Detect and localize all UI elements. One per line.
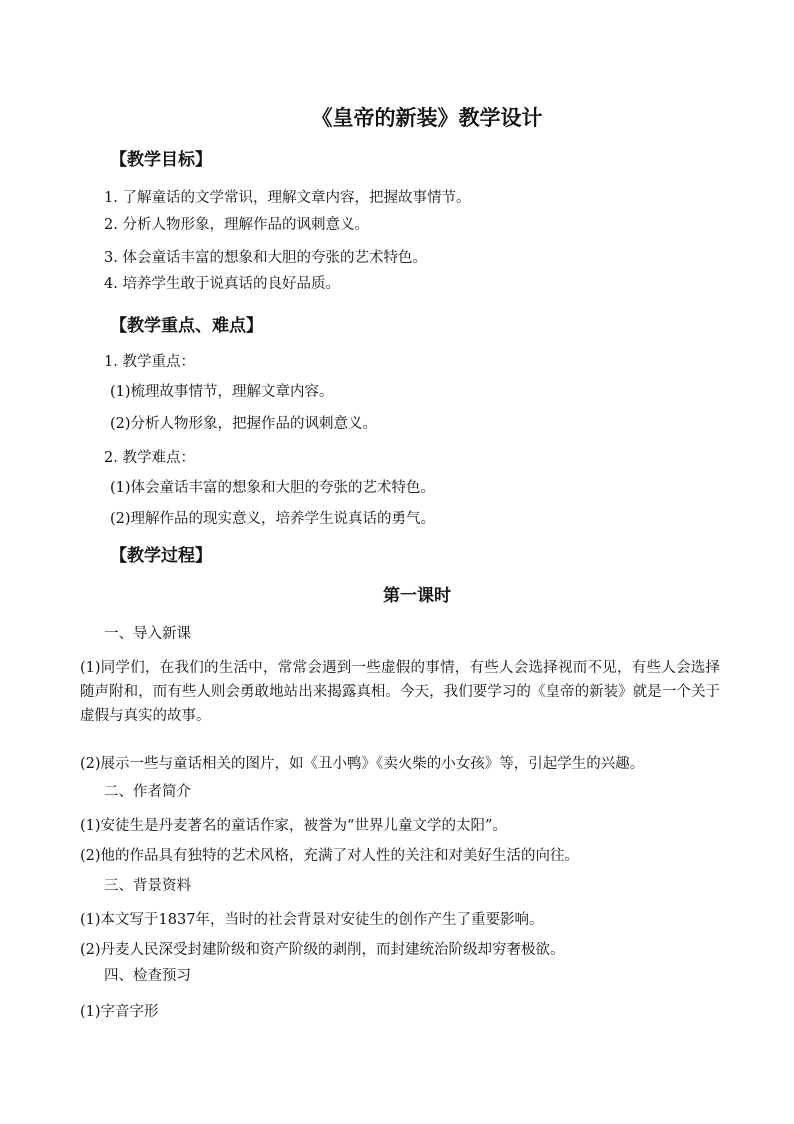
focus-label: 1. 教学重点： xyxy=(104,354,195,370)
section-title: 二、作者简介 xyxy=(104,784,191,800)
section-paragraph: (1)本文写于1837年，当时的社会背景对安徒生的创作产生了重要影响。 xyxy=(80,912,544,928)
focus-item: (1)梳理故事情节，理解文章内容。 xyxy=(110,384,334,400)
section-paragraph: (1)字音字形 xyxy=(80,1004,159,1020)
difficulty-label: 2. 教学难点： xyxy=(104,450,195,466)
focus-item: (2)分析人物形象，把握作品的讽刺意义。 xyxy=(110,416,378,432)
section-title: 一、导入新课 xyxy=(104,626,191,642)
process-heading: 【教学过程】 xyxy=(110,546,212,566)
difficulty-item: (2)理解作品的现实意义，培养学生说真话的勇气。 xyxy=(110,511,436,527)
section-paragraph: (2)展示一些与童话相关的图片，如《丑小鸭》《卖火柴的小女孩》等，引起学生的兴趣。 xyxy=(80,756,645,772)
section-paragraph: (1)安徒生是丹麦著名的童话作家，被誉为“世界儿童文学的太阳”。 xyxy=(80,818,507,834)
objective-item: 2. 分析人物形象，理解作品的讽刺意义。 xyxy=(104,217,369,233)
section-paragraph: (2)他的作品具有独特的艺术风格，充满了对人性的关注和对美好生活的向往。 xyxy=(80,848,580,864)
difficulty-item: (1)体会童话丰富的想象和大胆的夸张的艺术特色。 xyxy=(110,480,436,496)
section-title: 四、检查预习 xyxy=(104,968,191,984)
section-paragraph: (2)丹麦人民深受封建阶级和资产阶级的剥削，而封建统治阶级却穷奢极欲。 xyxy=(80,942,565,958)
objectives-heading: 【教学目标】 xyxy=(110,150,212,170)
objective-item: 4. 培养学生敢于说真话的良好品质。 xyxy=(104,276,340,292)
document-title: 《皇帝的新装》教学设计 xyxy=(311,105,543,130)
key-points-heading: 【教学重点、难点】 xyxy=(110,316,263,336)
objective-item: 3. 体会童话丰富的想象和大胆的夸张的艺术特色。 xyxy=(104,250,427,266)
section-title: 三、背景资料 xyxy=(104,878,191,894)
section-paragraph: (1)同学们，在我们的生活中，常常会遇到一些虚假的事情，有些人会选择视而不见，有些人会选择随声附和，而有些人则会勇敢地站出来揭露真相。今天，我们要学习的《皇帝的新装》就是一个关于虚假与真实的故事。 xyxy=(80,660,720,724)
lesson-title: 第一课时 xyxy=(383,586,451,606)
objective-item: 1. 了解童话的文学常识，理解文章内容，把握故事情节。 xyxy=(104,190,471,206)
